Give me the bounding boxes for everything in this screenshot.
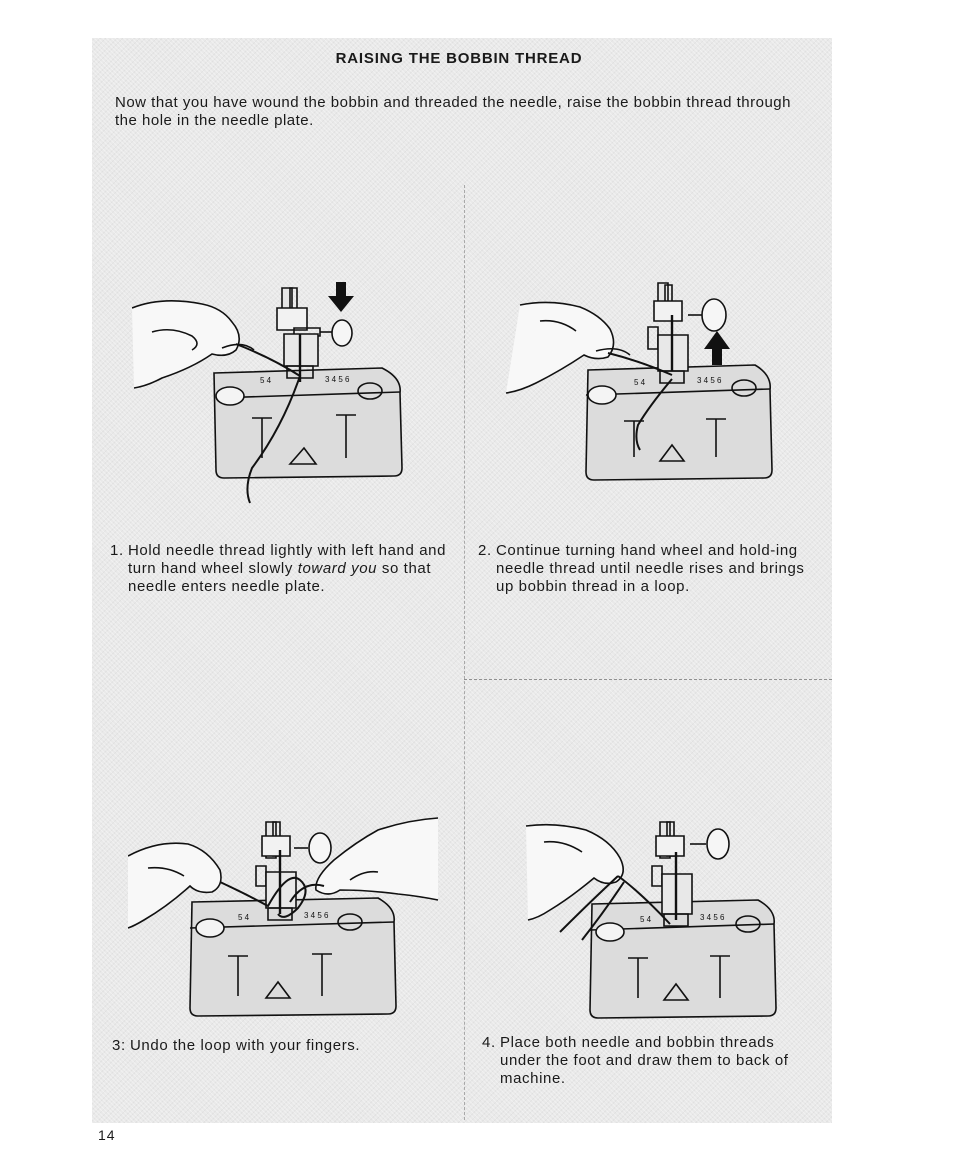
up-arrow-icon xyxy=(704,331,730,365)
down-arrow-icon xyxy=(328,282,354,312)
step-1-illustration xyxy=(132,278,422,528)
step-3-illustration xyxy=(128,810,448,1020)
step-text: Hold needle thread lightly with left hand and turn hand wheel slowly toward you so that needle enters needle plate. xyxy=(128,542,447,595)
step-4-caption xyxy=(482,1034,820,1088)
step-text: Continue turning hand wheel and hold-ing needle thread until needle rises and brings up bobbin thread in a loop. xyxy=(496,542,805,595)
step-1-caption xyxy=(110,542,450,596)
intro-paragraph: Now that you have wound the bobbin and threaded the needle, raise the bobbin thread through the hole in the needle plate. xyxy=(115,94,791,129)
page-title: RAISING THE BOBBIN THREAD xyxy=(335,50,583,67)
step-number: 1. xyxy=(110,542,124,559)
step-3-caption xyxy=(112,1037,442,1055)
horizontal-divider xyxy=(464,679,832,680)
step-text: Undo the loop with your fingers. xyxy=(130,1037,361,1054)
step-number: 3: xyxy=(112,1037,126,1054)
plate-scale-left-label: 5 4 xyxy=(634,378,646,387)
plate-scale-right-label: 3 4 5 6 xyxy=(697,376,722,385)
plate-scale-left-label: 5 4 xyxy=(260,376,272,385)
plate-scale-left-label: 5 4 xyxy=(238,913,250,922)
step-2-illustration xyxy=(500,275,790,490)
plate-scale-right-label: 3 4 5 6 xyxy=(700,913,725,922)
step-text: Place both needle and bobbin threads under the foot and draw them to back of machine. xyxy=(500,1034,789,1087)
plate-scale-right-label: 3 4 5 6 xyxy=(304,911,329,920)
page-number: 14 xyxy=(98,1127,116,1143)
plate-scale-left-label: 5 4 xyxy=(640,915,652,924)
step-number: 2. xyxy=(478,542,492,559)
plate-scale-right-label: 3 4 5 6 xyxy=(325,375,350,384)
step-2-caption xyxy=(478,542,818,596)
step-4-illustration xyxy=(520,812,790,1022)
vertical-divider xyxy=(464,185,465,1120)
step-emphasis: toward you xyxy=(297,560,378,577)
step-number: 4. xyxy=(482,1034,496,1051)
